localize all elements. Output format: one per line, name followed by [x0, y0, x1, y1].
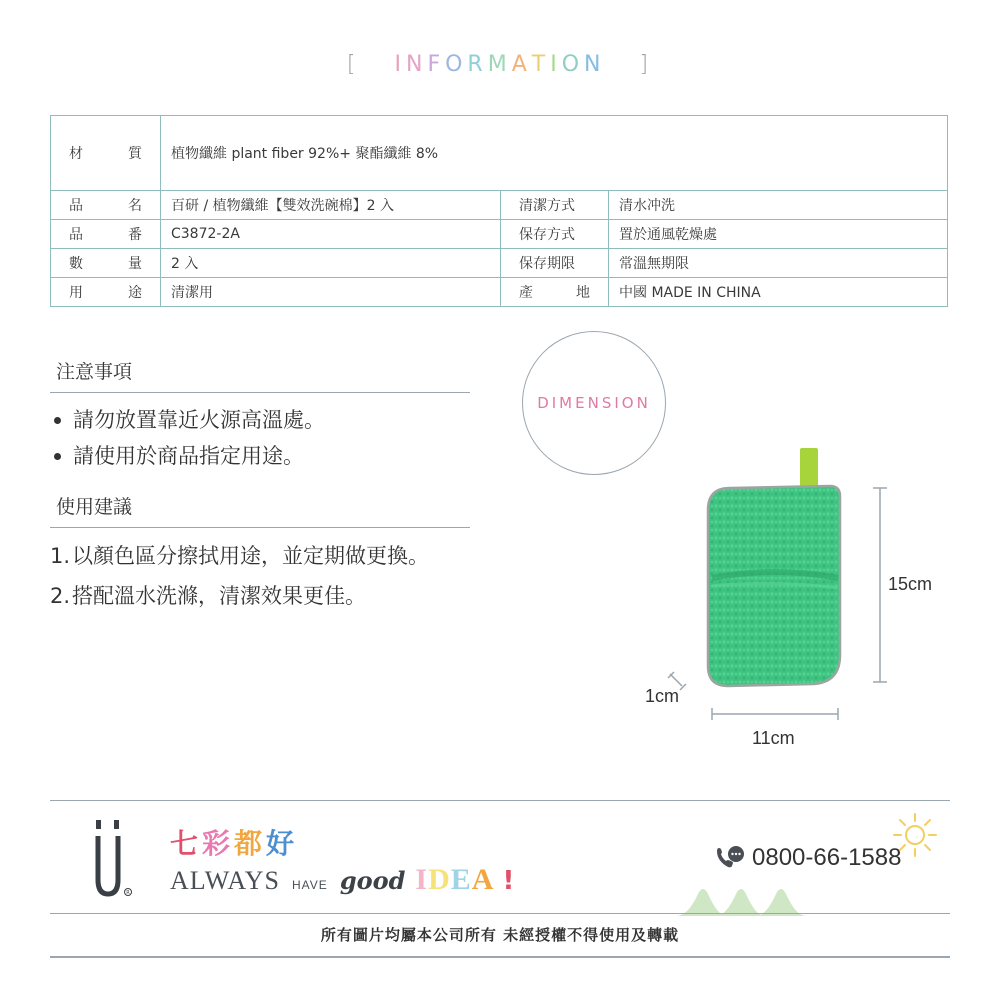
- spec-label-char: 名: [128, 198, 142, 214]
- spec-value: C3872-2A: [161, 220, 501, 248]
- spec-value-secondary: 置於通風乾燥處: [619, 227, 717, 243]
- idea-letter: A: [471, 863, 495, 896]
- spec-label-secondary: [501, 220, 609, 248]
- spec-label-secondary: [501, 278, 609, 306]
- information-heading: [394, 52, 605, 77]
- footer-divider-top: [50, 800, 950, 801]
- notice-heading: 注意事項: [50, 357, 470, 393]
- slogan-char: 都: [234, 827, 267, 860]
- slogan-good: good: [339, 866, 406, 895]
- title-letter: I: [550, 52, 562, 77]
- advice-item: [50, 578, 470, 614]
- spec-table: [50, 115, 948, 307]
- footer-divider-bottom: [50, 956, 950, 958]
- title-letter: M: [487, 52, 512, 77]
- notice-list: [50, 402, 325, 474]
- title-bracket-left: [: [346, 52, 361, 77]
- sponge-illustration: [690, 440, 990, 760]
- spec-label-char: 品: [69, 198, 83, 214]
- spec-value-secondary: 常溫無期限: [619, 256, 689, 272]
- spec-label-char: 量: [128, 256, 142, 272]
- slogan-exclaim: !: [502, 866, 515, 896]
- advice-number: 1.: [50, 544, 71, 568]
- notice-text: 請使用於商品指定用途。: [73, 444, 304, 468]
- spec-value: 2 入: [161, 249, 501, 277]
- advice-number: 2.: [50, 584, 71, 608]
- idea-letter: D: [428, 863, 451, 896]
- slogan-have: HAVE: [292, 878, 328, 892]
- spec-label-char: 保存方式: [519, 227, 575, 243]
- notice-item: [50, 438, 325, 474]
- spec-label-char: 保存期限: [519, 256, 575, 272]
- spec-label-char: 材: [69, 146, 83, 162]
- title-letter: T: [531, 52, 551, 77]
- hills-decoration: [676, 882, 806, 916]
- spec-label-char: 數: [69, 256, 83, 272]
- spec-value-secondary: 中國 MADE IN CHINA: [619, 285, 761, 301]
- slogan-char: 彩: [202, 827, 235, 860]
- slogan-chinese: [170, 822, 298, 862]
- slogan-idea: [415, 863, 494, 897]
- phone-contact[interactable]: [714, 844, 901, 872]
- spec-row: [51, 220, 947, 249]
- title-letter: A: [511, 52, 532, 77]
- title-letter: N: [405, 52, 428, 77]
- spec-label: [51, 278, 161, 306]
- slogan-char: 七: [170, 827, 203, 860]
- phone-number: 0800-66-1588: [752, 844, 902, 871]
- spec-label: [51, 116, 161, 190]
- height-label: 15cm: [888, 574, 933, 594]
- spec-label-char: 用: [69, 285, 83, 301]
- width-label: 11cm: [752, 728, 795, 748]
- copyright-notice: 所有圖片均屬本公司所有 未經授權不得使用及轉載: [320, 926, 680, 944]
- spec-label-char: 地: [576, 285, 590, 301]
- spec-row-material: [51, 116, 947, 191]
- title-letter: N: [584, 52, 606, 77]
- spec-label-char: 途: [128, 285, 142, 301]
- thickness-label: 1cm: [645, 686, 680, 706]
- spec-label-char: 清潔方式: [519, 198, 575, 214]
- advice-heading: 使用建議: [50, 492, 470, 528]
- spec-value: 清潔用: [161, 278, 501, 306]
- advice-item: [50, 538, 470, 574]
- phone-chat-icon: [714, 845, 746, 871]
- bullet-dot: [54, 417, 61, 424]
- spec-label-char: 產: [519, 285, 533, 301]
- information-title: [0, 52, 1000, 86]
- slogan-char: 好: [266, 827, 299, 860]
- spec-label-char: 番: [128, 227, 142, 243]
- spec-row: [51, 278, 947, 306]
- bullet-dot: [54, 453, 61, 460]
- title-bracket-right: ]: [639, 52, 654, 77]
- spec-value: 植物纖維 plant fiber 92%+ 聚酯纖維 8%: [171, 146, 439, 162]
- spec-value-secondary: 清水冲洗: [619, 198, 675, 214]
- spec-label-secondary: [501, 191, 609, 219]
- footer-divider-mid: [50, 913, 950, 914]
- sun-icon: [890, 810, 940, 860]
- sponge-image: [690, 440, 990, 760]
- title-letter: F: [427, 52, 446, 77]
- slogan-english: [170, 863, 514, 897]
- spec-label: [51, 249, 161, 277]
- spec-row: [51, 191, 947, 220]
- spec-value: 百研 / 植物纖維【雙效洗碗棉】2 入: [161, 191, 501, 219]
- title-letter: R: [467, 52, 488, 77]
- slogan-always: ALWAYS: [170, 866, 281, 895]
- idea-letter: E: [450, 863, 472, 896]
- brand-logo: [90, 818, 140, 898]
- title-letter: I: [394, 52, 406, 77]
- notice-item: [50, 402, 325, 438]
- spec-label-char: 品: [69, 227, 83, 243]
- spec-label-char: 質: [128, 146, 142, 162]
- svg-text:R: R: [126, 890, 130, 896]
- advice-text: 以顏色區分擦拭用途，並定期做更換。: [72, 544, 429, 568]
- title-letter: O: [561, 52, 585, 77]
- spec-label-secondary: [501, 249, 609, 277]
- title-letter: O: [445, 52, 468, 77]
- advice-text: 搭配溫水洗滌，清潔效果更佳。: [72, 584, 366, 608]
- dimension-badge: DIMENSION: [522, 331, 666, 475]
- idea-letter: I: [415, 863, 429, 896]
- spec-row: [51, 249, 947, 278]
- advice-list: [50, 538, 470, 618]
- notice-text: 請勿放置靠近火源高溫處。: [73, 408, 325, 432]
- spec-label: [51, 220, 161, 248]
- spec-label: [51, 191, 161, 219]
